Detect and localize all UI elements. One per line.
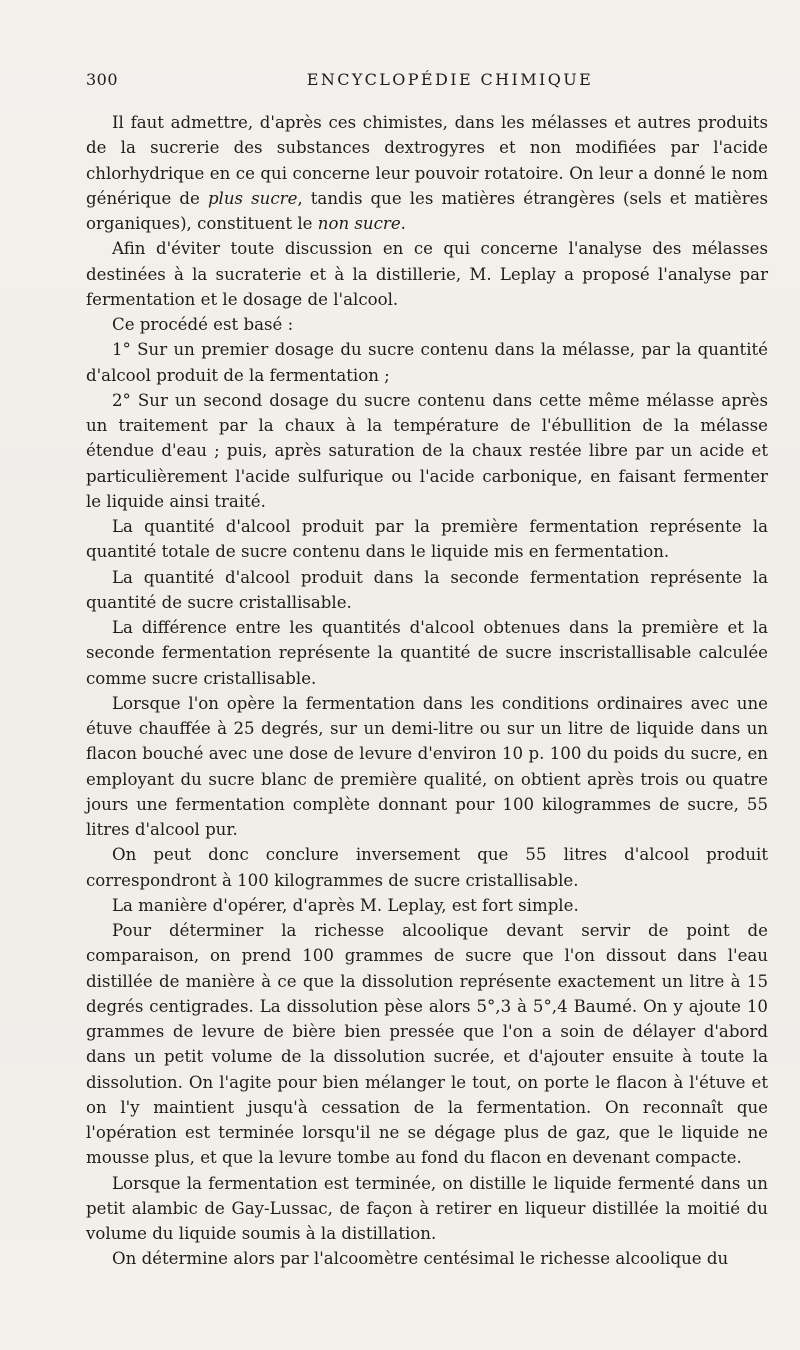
page-number: 300 [86, 70, 119, 89]
paragraph: La différence entre les quantités d'alcool obtenues dans la première et la seconde fermentation représente la quantité de sucre inscristallisable calculée comme sucre cristallisable. [86, 618, 768, 688]
paragraph: On détermine alors par l'alcoomètre centésimal le richesse alcoolique du [112, 1249, 729, 1269]
paragraph: Pour déterminer la richesse alcoolique devant servir de point de comparaison, on prend 100 grammes de sucre que l'on dissout dans l'eau distillée de manière à ce que la dissolution représente exactement un litre à 15 degrés centigrades. La dissolution pèse alors 5°,3 à 5°,4 Baumé. On y ajoute 10 grammes de levure de bière bien pressée que l'on a soin de délayer d'abord dans un petit volume de la dissolution sucrée, et d'ajouter ensuite à toute la dissolution. On l'agite pour bien mélanger le tout, on porte le flacon à l'étuve et on l'y maintient jusqu'à cessation de la fermentation. On reconnaît que l'opération est terminée lorsqu'il ne se dégage plus de gaz, que le liquide ne mousse plus, et que la levure tombe au fond du flacon en devenant compacte. [86, 921, 768, 1168]
paragraph: Il faut admettre, d'après ces chimistes, dans les mélasses et autres produits de la sucrerie des substances dextrogyres et non modifiées par l'acide chlorhydrique en ce qui concerne leur pouvoir rotatoire. On leur a donné le nom générique de plus sucre, tandis que les matières étrangères (sels et matières organiques), constituent le non sucre. [86, 113, 769, 233]
paragraph: La quantité d'alcool produit dans la seconde fermentation représente la quantité de sucre cristallisable. [86, 567, 768, 612]
paragraph: 1° Sur un premier dosage du sucre contenu dans la mélasse, par la quantité d'alcool produit de la fermentation ; [86, 340, 768, 385]
italic-term: non sucre [317, 214, 401, 233]
paragraph: On peut donc conclure inversement que 55 litres d'alcool produit correspondront à 100 kilogrammes de sucre cristallisable. [86, 845, 768, 890]
running-title: ENCYCLOPÉDIE CHIMIQUE [306, 70, 594, 89]
paragraph: La quantité d'alcool produit par la première fermentation représente la quantité totale de sucre contenu dans le liquide mis en fermentation. [86, 517, 768, 562]
paragraph: Ce procédé est basé : [112, 315, 294, 334]
paragraph: 2° Sur un second dosage du sucre contenu dans cette même mélasse après un traitement par la chaux à la température de l'ébullition de la mélasse étendue d'eau ; puis, après saturation de la chaux restée libre par un acide et particulièrement l'acide sulfurique ou l'acide carbonique, en faisant fermenter le liquide ainsi traité. [86, 390, 768, 511]
paragraph: Afin d'éviter toute discussion en ce qui concerne l'analyse des mélasses destinées à la sucraterie et à la distillerie, M. Leplay a proposé l'analyse par fermentation et le dosage de l'alcool. [86, 239, 768, 309]
paragraph: La manière d'opérer, d'après M. Leplay, est fort simple. [112, 895, 579, 915]
italic-term: plus sucre [207, 188, 298, 208]
paragraph: Lorsque l'on opère la fermentation dans les conditions ordinaires avec une étuve chauffée à 25 degrés, sur un demi-litre ou sur un litre de liquide dans un flacon bouché avec une dose de levure d'environ 10 p. 100 du poids du sucre, en employant du sucre blanc de première qualité, on obtient après trois ou quatre jours une fermentation complète donnant pour 100 kilogrammes de sucre, 55 litres d'alcool pur. [86, 693, 768, 839]
body-text [86, 110, 768, 1272]
page-header [86, 70, 776, 92]
paragraph: Lorsque la fermentation est terminée, on distille le liquide fermenté dans un petit alambic de Gay-Lussac, de façon à retirer en liqueur distillée la moitié du volume du liquide soumis à la distillation. [86, 1173, 768, 1243]
